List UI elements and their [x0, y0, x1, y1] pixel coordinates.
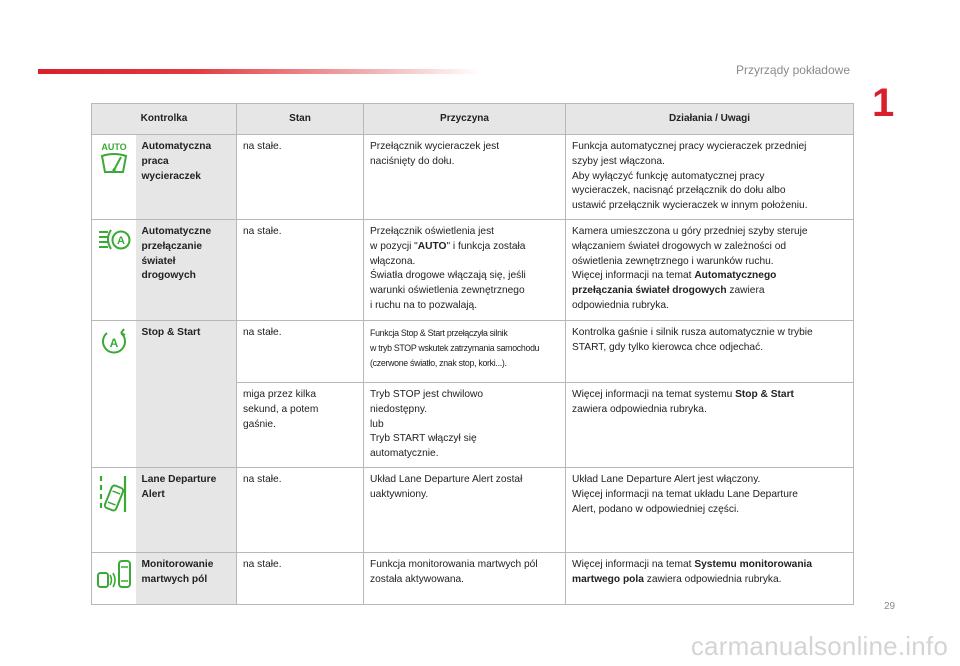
state-cell: na stałe.	[237, 219, 364, 320]
action-text: zawiera odpowiednia rubryka.	[643, 573, 782, 585]
cause-line: Funkcja monitorowania martwych pól	[370, 558, 538, 570]
action-emphasis: Stop & Start	[735, 388, 794, 400]
lamp-name-line: Automatyczna	[141, 141, 212, 152]
action-line: oświetlenia zewnętrznego i warunków ruchu.	[572, 255, 774, 267]
cause-line: Tryb STOP jest chwilowo	[370, 388, 484, 400]
action-line: szyby jest włączona.	[572, 155, 665, 167]
action-cell	[566, 467, 854, 552]
action-text: Więcej informacji na temat systemu	[572, 388, 736, 400]
cause-line: automatycznie.	[370, 448, 439, 460]
action-line: włączaniem świateł drogowych w zależności od	[572, 240, 787, 252]
cause-line: warunki oświetlenia zewnętrznego	[370, 285, 525, 297]
cause-line: i ruchu na to pozwalają.	[370, 299, 478, 311]
lamp-name-line: wycieraczek	[141, 170, 201, 182]
action-text: Więcej informacji na temat	[572, 270, 695, 282]
cause-cell	[364, 382, 566, 467]
svg-text:A: A	[116, 234, 125, 247]
action-line: odpowiednia rubryka.	[572, 299, 669, 311]
column-header-przyczyna: Przyczyna	[364, 104, 566, 135]
state-cell: na stałe.	[237, 552, 364, 604]
page-number: 29	[884, 601, 896, 612]
icon-cell	[92, 320, 136, 467]
column-header-dzialania: Działania / Uwagi	[566, 104, 854, 135]
action-line: wycieraczek, nacisnąć przełącznik do dołu albo	[572, 185, 786, 197]
action-line: Aby wyłączyć funkcję automatycznej pracy	[572, 170, 765, 182]
cause-line: Układ Lane Departure Alert został	[370, 473, 523, 485]
lamp-name-line: Alert	[141, 488, 165, 500]
cause-line: Światła drogowe włączają się, jeśli	[370, 270, 526, 282]
svg-text:AUTO: AUTO	[101, 142, 127, 152]
lamp-name-line: drogowych	[141, 270, 196, 282]
cause-cell	[364, 135, 566, 220]
lane-departure-icon	[97, 474, 131, 520]
action-text: Więcej informacji na temat	[572, 558, 695, 570]
lamp-name-line: Monitorowanie	[141, 558, 214, 570]
table-header-row	[92, 104, 854, 135]
cause-line: Tryb START włączył się	[370, 433, 477, 445]
auto-wiper-icon	[97, 141, 131, 181]
action-cell	[566, 552, 854, 604]
state-line: gaśnie.	[243, 418, 276, 430]
table-row-wiper	[92, 135, 854, 220]
state-cell: na stałe.	[237, 320, 364, 382]
cause-cell	[364, 467, 566, 552]
cause-cell	[364, 552, 566, 604]
cause-line: naciśnięty do dołu.	[370, 155, 455, 167]
cause-line: Funkcja Stop & Start przełączyła silnik	[370, 327, 508, 338]
table-row-blind-spot	[92, 552, 854, 604]
action-line: Kamera umieszczona u góry przedniej szyby steruje	[572, 225, 808, 237]
action-line	[572, 269, 847, 284]
chapter-number: 1	[872, 81, 895, 125]
action-cell	[566, 382, 854, 467]
action-line	[572, 558, 847, 573]
stop-start-icon	[99, 327, 129, 363]
lamp-name-line: Lane Departure	[141, 473, 217, 485]
action-emphasis: martwego pola	[572, 573, 644, 585]
cause-cell	[364, 219, 566, 320]
cause-line: niedostępny.	[370, 403, 428, 415]
action-line: ustawić przełącznik wycieraczek w innym położeniu.	[572, 200, 808, 212]
lamp-name	[136, 135, 237, 220]
cause-line: lub	[370, 418, 384, 430]
cause-line: uaktywniony.	[370, 488, 429, 500]
action-line: START, gdy tylko kierowca chce odjechać.	[572, 341, 764, 353]
table-row-high-beam	[92, 219, 854, 320]
table-row-lane-departure	[92, 467, 854, 552]
lamp-name-line: świateł	[141, 255, 176, 267]
action-emphasis: przełączania świateł drogowych	[572, 285, 727, 297]
action-cell	[566, 219, 854, 320]
action-line: Alert, podano w odpowiedniej części.	[572, 503, 740, 515]
cause-line: (czerwone światło, znak stop, korki...).	[370, 357, 507, 368]
lamp-name	[136, 219, 237, 320]
action-line: Więcej informacji na temat układu Lane Departure	[572, 488, 798, 500]
lamp-name: Stop & Start	[136, 320, 237, 467]
icon-cell	[92, 135, 136, 220]
cause-line: Przełącznik wycieraczek jest	[370, 141, 500, 152]
action-line	[572, 388, 847, 403]
state-line: sekund, a potem	[243, 403, 319, 415]
blind-spot-icon	[96, 559, 132, 597]
lamp-name-line: praca	[141, 155, 169, 167]
state-cell	[237, 382, 364, 467]
action-text: zawiera	[726, 285, 765, 297]
state-line: miga przez kilka	[243, 388, 317, 400]
cause-line: w tryb STOP wskutek zatrzymania samochodu	[370, 342, 540, 353]
lamp-name-line: Automatyczne	[141, 225, 212, 237]
action-line	[572, 284, 847, 299]
watermark: carmanualsonline.info	[690, 631, 948, 661]
column-header-stan: Stan	[237, 104, 364, 135]
lamp-name	[136, 467, 237, 552]
state-cell: na stałe.	[237, 135, 364, 220]
cause-line	[370, 240, 559, 255]
action-line: Funkcja automatycznej pracy wycieraczek przedniej	[572, 141, 807, 152]
cause-line: włączona.	[370, 255, 416, 267]
column-header-kontrolka: Kontrolka	[92, 104, 237, 135]
cause-cell	[364, 320, 566, 382]
action-cell	[566, 320, 854, 382]
icon-cell	[92, 552, 136, 604]
cause-text: " i funkcja została	[446, 240, 526, 252]
icon-cell	[92, 467, 136, 552]
cause-text: w pozycji "	[370, 240, 418, 252]
action-line: Układ Lane Departure Alert jest włączony.	[572, 473, 761, 485]
table-row-stop-start	[92, 320, 854, 382]
cause-line: została aktywowana.	[370, 573, 465, 585]
lamp-name-line: przełączanie	[141, 240, 203, 252]
lamp-name	[136, 552, 237, 604]
icon-cell	[92, 219, 136, 320]
header-accent-bar	[38, 69, 480, 74]
lamp-name-line: martwych pól	[141, 573, 208, 585]
action-line: Kontrolka gaśnie i silnik rusza automatycznie w trybie	[572, 326, 813, 338]
state-cell: na stałe.	[237, 467, 364, 552]
cause-emphasis: AUTO	[417, 240, 447, 252]
warning-lamp-table	[91, 103, 854, 605]
svg-text:A: A	[109, 335, 119, 350]
action-emphasis: Automatycznego	[694, 270, 777, 282]
action-line: zawiera odpowiednia rubryka.	[572, 403, 707, 415]
section-title: Przyrządy pokładowe	[735, 63, 850, 77]
action-cell	[566, 135, 854, 220]
auto-high-beam-icon	[97, 226, 131, 260]
cause-line: Przełącznik oświetlenia jest	[370, 225, 495, 237]
action-emphasis: Systemu monitorowania	[694, 558, 813, 570]
action-line	[572, 573, 847, 588]
